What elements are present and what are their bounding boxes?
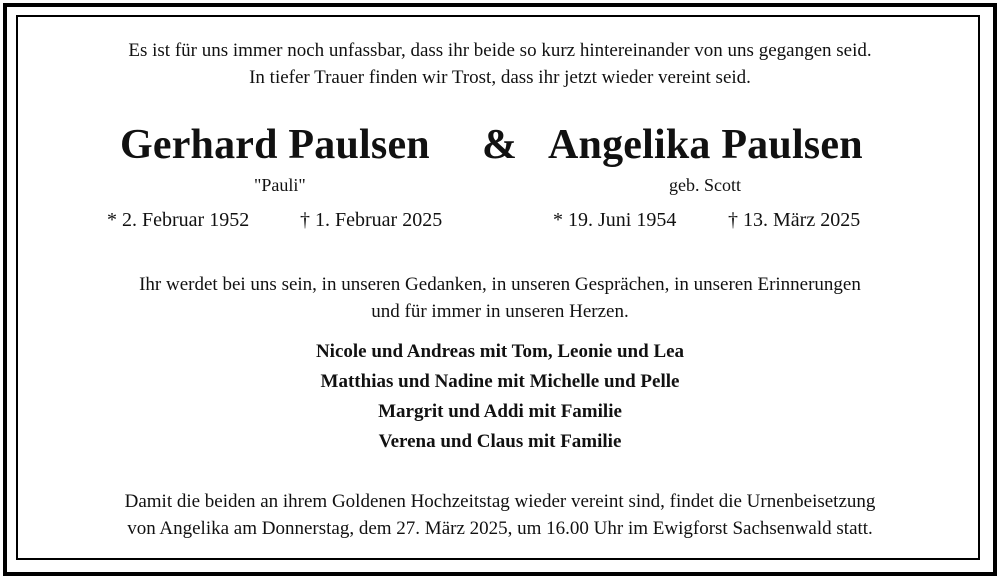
nickname-pauli: "Pauli" <box>254 175 306 195</box>
memorial-line-2: und für immer in unseren Herzen. <box>371 301 629 322</box>
mourner-line: Matthias und Nadine mit Michelle und Pelle <box>320 371 680 392</box>
ampersand: & <box>482 122 518 168</box>
closing-line-2: von Angelika am Donnerstag, dem 27. März 2025, um 16.00 Uhr im Ewigforst Sachsenwald statt. <box>127 518 873 539</box>
intro-line-2: In tiefer Trauer finden wir Trost, dass ihr jetzt wieder vereint seid. <box>249 67 751 88</box>
mourner-line: Verena und Claus mit Familie <box>378 431 622 452</box>
mourner-line: Margrit und Addi mit Familie <box>378 401 622 422</box>
birth-date-gerhard: * 2. Februar 1952 <box>107 209 250 231</box>
closing-line-1: Damit die beiden an ihrem Goldenen Hochzeitstag wieder vereint sind, findet die Urnenbeisetzung <box>124 491 876 512</box>
intro-line-1: Es ist für uns immer noch unfassbar, dass ihr beide so kurz hintereinander von uns gegangen seid. <box>128 40 872 61</box>
mourner-line: Nicole und Andreas mit Tom, Leonie und Lea <box>315 341 685 362</box>
birth-date-angelika: * 19. Juni 1954 <box>553 209 677 231</box>
maiden-name: geb. Scott <box>669 175 741 195</box>
death-date-angelika: † 13. März 2025 <box>728 209 861 231</box>
name-angelika: Angelika Paulsen <box>548 122 863 168</box>
death-date-gerhard: † 1. Februar 2025 <box>300 209 443 231</box>
memorial-line-1: Ihr werdet bei uns sein, in unseren Gedanken, in unseren Gesprächen, in unseren Erinnerungen <box>139 274 861 295</box>
name-gerhard: Gerhard Paulsen <box>120 122 430 168</box>
